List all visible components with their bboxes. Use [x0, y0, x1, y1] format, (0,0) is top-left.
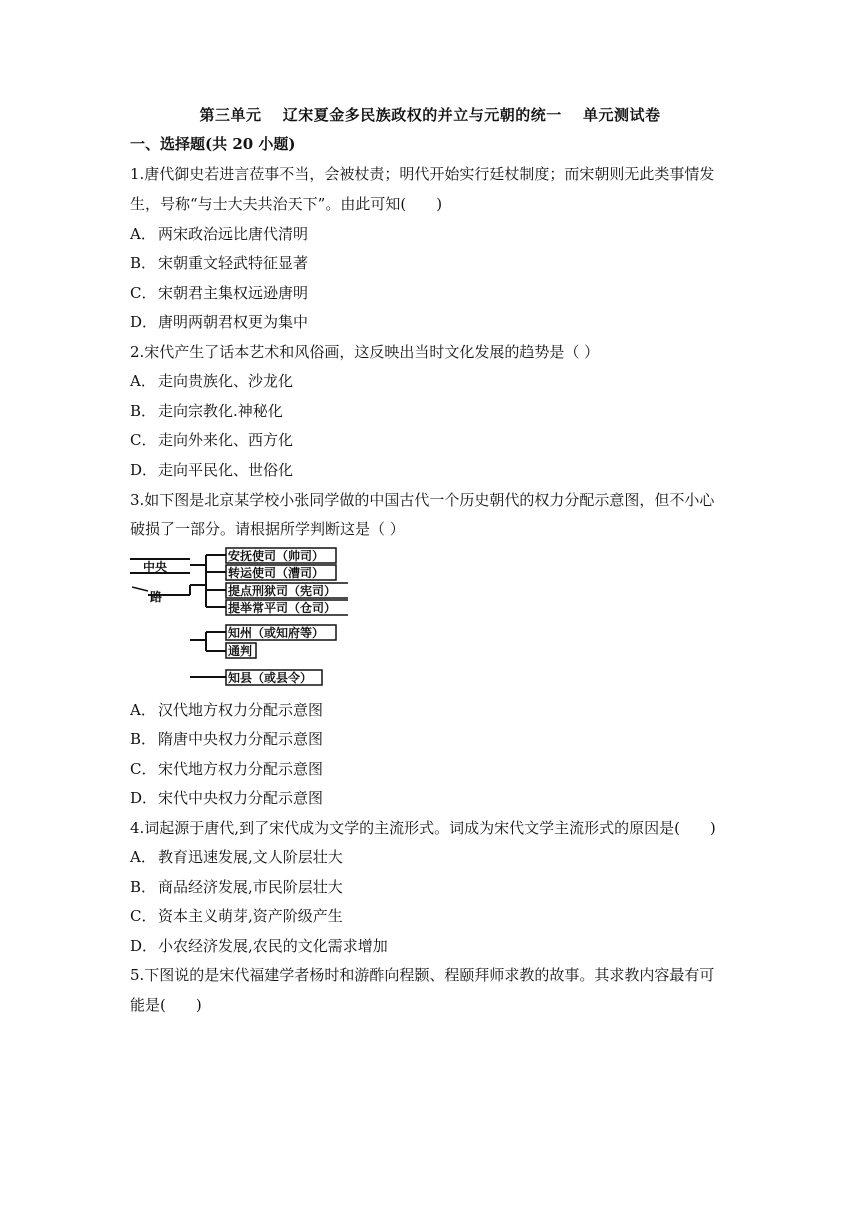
option-letter: B． [130, 254, 157, 272]
diagram-center-label: 中央 [143, 560, 168, 574]
option-letter: A． [130, 225, 156, 243]
option-text: 资本主义萌芽,资产阶级产生 [158, 907, 343, 925]
q1-option-b[interactable] [130, 252, 308, 273]
diagram-box-label: 提点刑狱司（宪司） [228, 584, 337, 598]
option-letter: A． [130, 372, 156, 390]
q3-stem-line1: 3.如下图是北京某学校小张同学做的中国古代一个历史朝代的权力分配示意图，但不小心 [130, 491, 715, 509]
diagram-box-label: 转运使司（漕司） [228, 566, 325, 580]
option-text: 商品经济发展,市民阶层壮大 [158, 878, 343, 896]
option-text: 宋朝君主集权远逊唐明 [158, 284, 309, 302]
option-text: 教育迅速发展,文人阶层壮大 [158, 848, 343, 866]
option-text: 两宋政治远比唐代清明 [158, 225, 309, 243]
q2-option-c[interactable] [130, 429, 293, 450]
q1-stem-line1: 1.唐代御史若进言莅事不当，会被杖责；明代开始实行廷杖制度；而宋朝则无此类事情发 [130, 165, 715, 183]
option-text: 汉代地方权力分配示意图 [158, 701, 324, 719]
option-letter: C． [130, 284, 157, 302]
q3-option-a[interactable] [130, 699, 323, 720]
q5-stem-line2: 能是( ) [130, 996, 202, 1014]
diagram-box-label: 提举常平司（仓司） [228, 601, 337, 615]
q1-option-a[interactable] [130, 223, 308, 244]
q2-option-b[interactable] [130, 400, 283, 421]
q1-option-c[interactable] [130, 282, 308, 303]
option-text: 隋唐中央权力分配示意图 [158, 730, 324, 748]
option-letter: B． [130, 730, 157, 748]
q4-option-d[interactable] [130, 935, 388, 956]
diagram-lu-label: 路 [150, 590, 163, 604]
option-letter: A． [130, 848, 156, 866]
option-letter: D． [130, 937, 158, 955]
page-title: 第三单元 辽宋夏金多民族政权的并立与元朝的统一 单元测试卷 [199, 106, 661, 124]
q3-option-d[interactable] [130, 787, 323, 808]
q2-option-a[interactable] [130, 370, 293, 391]
q3-option-b[interactable] [130, 728, 323, 749]
option-letter: B． [130, 402, 157, 420]
option-text: 小农经济发展,农民的文化需求增加 [158, 937, 388, 955]
diagram-box-label: 安抚使司（帅司） [228, 549, 325, 563]
option-text: 走向贵族化、沙龙化 [158, 372, 294, 390]
q2-option-d[interactable] [130, 459, 293, 480]
power-distribution-diagram [128, 545, 348, 690]
q3-option-c[interactable] [130, 758, 323, 779]
q1-option-d[interactable] [130, 311, 308, 332]
q2-stem-line1: 2.宋代产生了话本艺术和风俗画，这反映出当时文化发展的趋势是（ ） [130, 343, 600, 361]
diagram-box-label: 通判 [228, 644, 253, 658]
diagram-box-label: 知县（或县令） [228, 671, 313, 685]
q4-option-b[interactable] [130, 876, 343, 897]
diagram-box-label: 知州（或知府等） [228, 626, 325, 640]
q1-stem-line2: 生，号称“与士大夫共治天下”。由此可知( ) [130, 195, 443, 213]
q5-stem-line1: 5.下图说的是宋代福建学者杨时和游酢向程颢、程颐拜师求教的故事。其求教内容最有可 [130, 966, 715, 984]
option-text: 宋代地方权力分配示意图 [158, 760, 324, 778]
q3-stem-line2: 破损了一部分。请根据所学判断这是（ ） [130, 520, 405, 538]
q4-option-c[interactable] [130, 905, 343, 926]
option-text: 走向宗教化.神秘化 [158, 402, 283, 420]
option-letter: D． [130, 789, 158, 807]
option-letter: D． [130, 313, 158, 331]
diagram-svg [128, 545, 348, 690]
option-text: 走向平民化、世俗化 [158, 461, 294, 479]
option-letter: C． [130, 760, 157, 778]
option-letter: C． [130, 907, 157, 925]
section-heading: 一、选择题(共 20 小题) [130, 135, 296, 153]
option-letter: C． [130, 431, 157, 449]
diagram-line [132, 587, 148, 591]
option-text: 唐明两朝君权更为集中 [158, 313, 309, 331]
option-text: 宋代中央权力分配示意图 [158, 789, 324, 807]
option-letter: B． [130, 878, 157, 896]
option-letter: D． [130, 461, 158, 479]
option-text: 宋朝重文轻武特征显著 [158, 254, 309, 272]
option-text: 走向外来化、西方化 [158, 431, 294, 449]
option-letter: A． [130, 701, 156, 719]
q4-option-a[interactable] [130, 846, 343, 867]
q4-stem-line1: 4.词起源于唐代,到了宋代成为文学的主流形式。词成为宋代文学主流形式的原因是( ) [130, 819, 716, 837]
